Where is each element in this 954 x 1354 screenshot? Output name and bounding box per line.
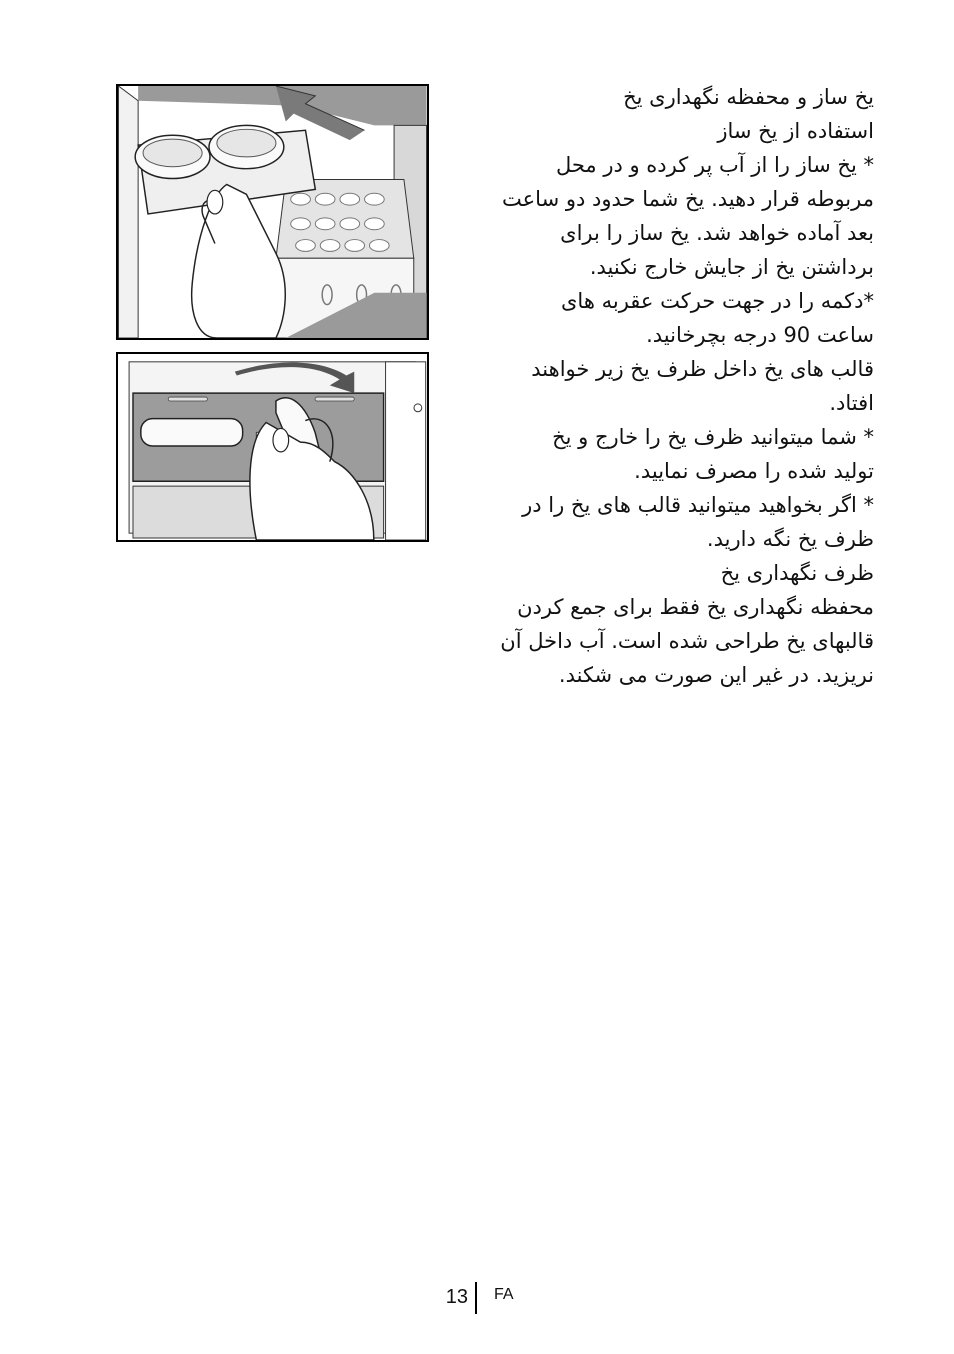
text-line: * اگر بخواهید میتوانید قالب های یخ را در: [522, 493, 874, 517]
text-line: قالب های یخ داخل ظرف یخ زیر خواهند: [531, 357, 874, 381]
text-line: *دکمه را در جهت حرکت عقربه های: [561, 289, 874, 313]
text-line: ساعت 90 درجه بچرخانید.: [646, 323, 874, 347]
language-code: FA: [494, 1286, 514, 1303]
text-line: نریزید. در غیر این صورت می شکند.: [558, 663, 874, 687]
text-line: مربوطه قرار دهید. یخ شما حدود دو ساعت: [502, 187, 874, 211]
text-line: * یخ ساز را از آب پر کرده و در محل: [555, 153, 874, 177]
text-line: تولید شده را مصرف نمایید.: [634, 459, 874, 483]
heading-ice-maker: یخ ساز و محفظه نگهداری یخ: [623, 85, 874, 109]
text-line: ظرف یخ نگه دارید.: [706, 527, 874, 551]
ice-maker-knob-drawing: [118, 354, 427, 540]
ice-maker-illustration-top: [116, 84, 429, 340]
subheading-using-ice-maker: استفاده از یخ ساز: [717, 119, 874, 143]
heading-ice-bin: ظرف نگهداری یخ: [720, 561, 874, 585]
instructions-text: [494, 80, 874, 692]
text-line: برداشتن یخ از جایش خارج نکنید.: [589, 255, 874, 279]
text-line: قالبهای یخ طراحی شده است. آب داخل آن: [500, 629, 874, 653]
text-line: محفظه نگهداری یخ فقط برای جمع کردن: [517, 595, 874, 619]
text-line: بعد آماده خواهد شد. یخ ساز را برای: [560, 221, 874, 245]
page-number: 13: [445, 1286, 468, 1308]
text-line: افتاد.: [829, 391, 874, 415]
text-line: * شما میتوانید ظرف یخ را خارج و یخ: [552, 425, 874, 449]
ice-maker-illustration-bottom: [116, 352, 429, 542]
ice-maker-drawing: [118, 86, 427, 338]
page-footer: [0, 1284, 954, 1314]
footer-divider: [475, 1282, 477, 1314]
